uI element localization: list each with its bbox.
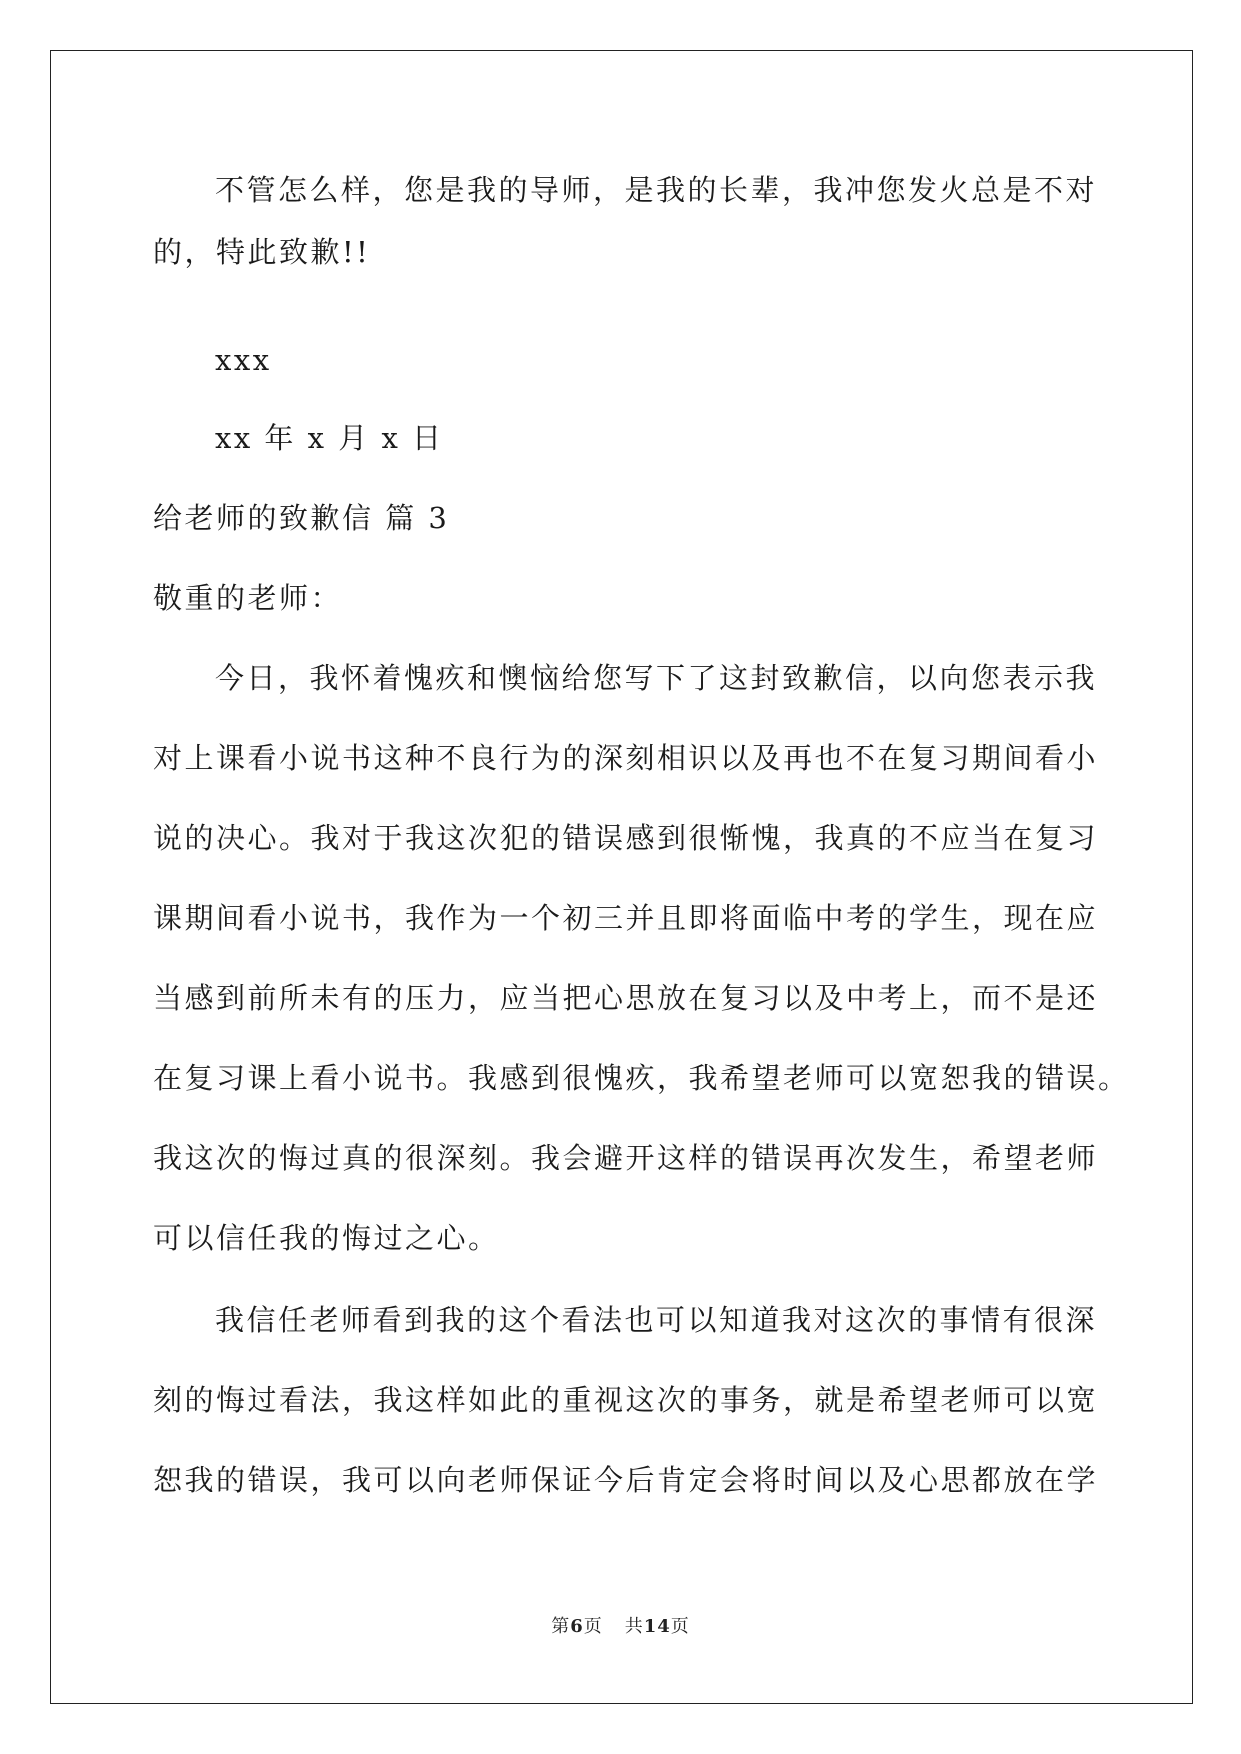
salutation: 敬重的老师： bbox=[153, 581, 343, 615]
paragraph-line: 今日，我怀着愧疚和懊恼给您写下了这封致歉信，以向您表示我 bbox=[215, 661, 1098, 695]
total-prefix: 共 bbox=[624, 1616, 644, 1637]
page-footer bbox=[0, 1612, 1241, 1638]
signature-date: xx 年 x 月 x 日 bbox=[215, 421, 444, 455]
total-suffix: 页 bbox=[670, 1616, 690, 1637]
paragraph-line: 在复习课上看小说书。我感到很愧疚，我希望老师可以宽恕我的错误。 bbox=[153, 1061, 1130, 1095]
signature-name: xxx bbox=[215, 343, 272, 377]
page-suffix: 页 bbox=[583, 1616, 603, 1637]
page-prefix: 第 bbox=[551, 1616, 571, 1637]
total-pages: 14 bbox=[643, 1616, 671, 1637]
page-border bbox=[50, 50, 1193, 1704]
paragraph-line: 刻的悔过看法，我这样如此的重视这次的事务，就是希望老师可以宽 bbox=[153, 1383, 1099, 1417]
page-number: 6 bbox=[570, 1616, 584, 1637]
paragraph-line: 课期间看小说书，我作为一个初三并且即将面临中考的学生，现在应 bbox=[153, 901, 1099, 935]
section-heading: 给老师的致歉信 篇 3 bbox=[153, 501, 450, 535]
paragraph-line: 我这次的悔过真的很深刻。我会避开这样的错误再次发生，希望老师 bbox=[153, 1141, 1099, 1175]
paragraph-line: 我信任老师看到我的这个看法也可以知道我对这次的事情有很深 bbox=[215, 1303, 1098, 1337]
paragraph-line: 当感到前所未有的压力，应当把心思放在复习以及中考上，而不是还 bbox=[153, 981, 1099, 1015]
paragraph-line: 说的决心。我对于我这次犯的错误感到很惭愧，我真的不应当在复习 bbox=[153, 821, 1099, 855]
paragraph-line: 可以信任我的悔过之心。 bbox=[153, 1221, 500, 1255]
paragraph-line: 恕我的错误，我可以向老师保证今后肯定会将时间以及心思都放在学 bbox=[153, 1463, 1099, 1497]
paragraph-line: 的，特此致歉!! bbox=[153, 235, 371, 269]
paragraph-line: 对上课看小说书这种不良行为的深刻相识以及再也不在复习期间看小 bbox=[153, 741, 1099, 775]
paragraph-line: 不管怎么样，您是我的导师，是我的长辈，我冲您发火总是不对 bbox=[215, 173, 1098, 207]
